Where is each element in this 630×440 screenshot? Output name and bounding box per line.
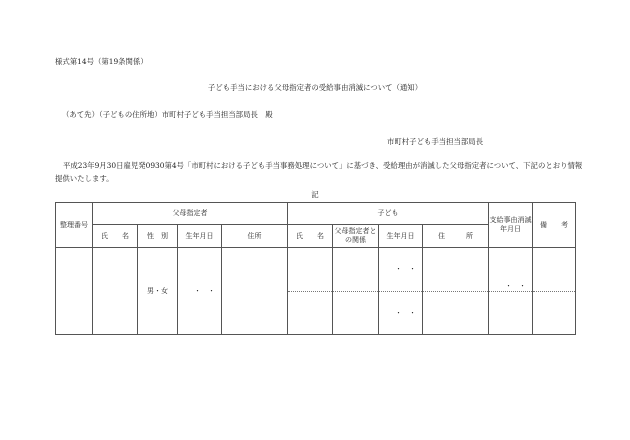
- addressee: （あて先）（子どもの住所地）市町村子ども手当担当部局長 殿: [62, 110, 273, 119]
- cell-child-relation-1: [333, 248, 379, 292]
- cell-child-address-1: [423, 248, 489, 292]
- info-table: [55, 202, 576, 335]
- cell-parent-birth-date: ・ ・: [178, 248, 222, 335]
- cell-child-name-2: [288, 292, 333, 335]
- ki-marker: 記: [311, 190, 319, 199]
- header-serial-number: 整理番号: [56, 203, 93, 248]
- cell-child-relation-2: [333, 292, 379, 335]
- sender: 市町村子ども手当担当部局長: [387, 137, 484, 146]
- header-parent-sex: 性 別: [138, 225, 178, 248]
- cell-parent-sex: 男・女: [138, 248, 178, 335]
- cell-benefit-end-date-1: ・ ・: [489, 248, 533, 292]
- cell-serial: [56, 248, 93, 335]
- cell-parent-name: [93, 248, 138, 335]
- cell-parent-address: [222, 248, 288, 335]
- cell-child-address-2: [423, 292, 489, 335]
- cell-remarks-1: [533, 248, 576, 292]
- body-paragraph: 平成23年9月30日雇児発0930第4号「市町村における子ども手当事務処理について」に基づき、受給理由が消滅した父母指定者について、下記のとおり情報提供いたします。: [55, 161, 583, 183]
- header-parent-designee: 父母指定者: [93, 203, 288, 225]
- header-parent-birth-date: 生年月日: [178, 225, 222, 248]
- header-parent-address: 住所: [222, 225, 288, 248]
- header-benefit-end-date: 支給事由消滅年月日: [489, 203, 533, 248]
- cell-child-birth-date-2: ・ ・: [379, 292, 423, 335]
- cell-benefit-end-date-2: [489, 292, 533, 335]
- header-child-birth-date: 生年月日: [379, 225, 423, 248]
- document-title: 子ども手当における父母指定者の受給事由消滅について（通知）: [207, 83, 423, 92]
- header-child-relation: 父母指定者との関係: [333, 225, 379, 248]
- header-child-name: 氏 名: [288, 225, 333, 248]
- cell-child-name-1: [288, 248, 333, 292]
- form-number: 様式第14号（第19条関係）: [55, 57, 148, 66]
- header-child-address: 住 所: [423, 225, 489, 248]
- cell-child-birth-date-1: ・ ・: [379, 248, 423, 292]
- cell-remarks-2: [533, 292, 576, 335]
- header-parent-name: 氏 名: [93, 225, 138, 248]
- header-remarks: 備 考: [533, 203, 576, 248]
- header-child: 子ども: [288, 203, 489, 225]
